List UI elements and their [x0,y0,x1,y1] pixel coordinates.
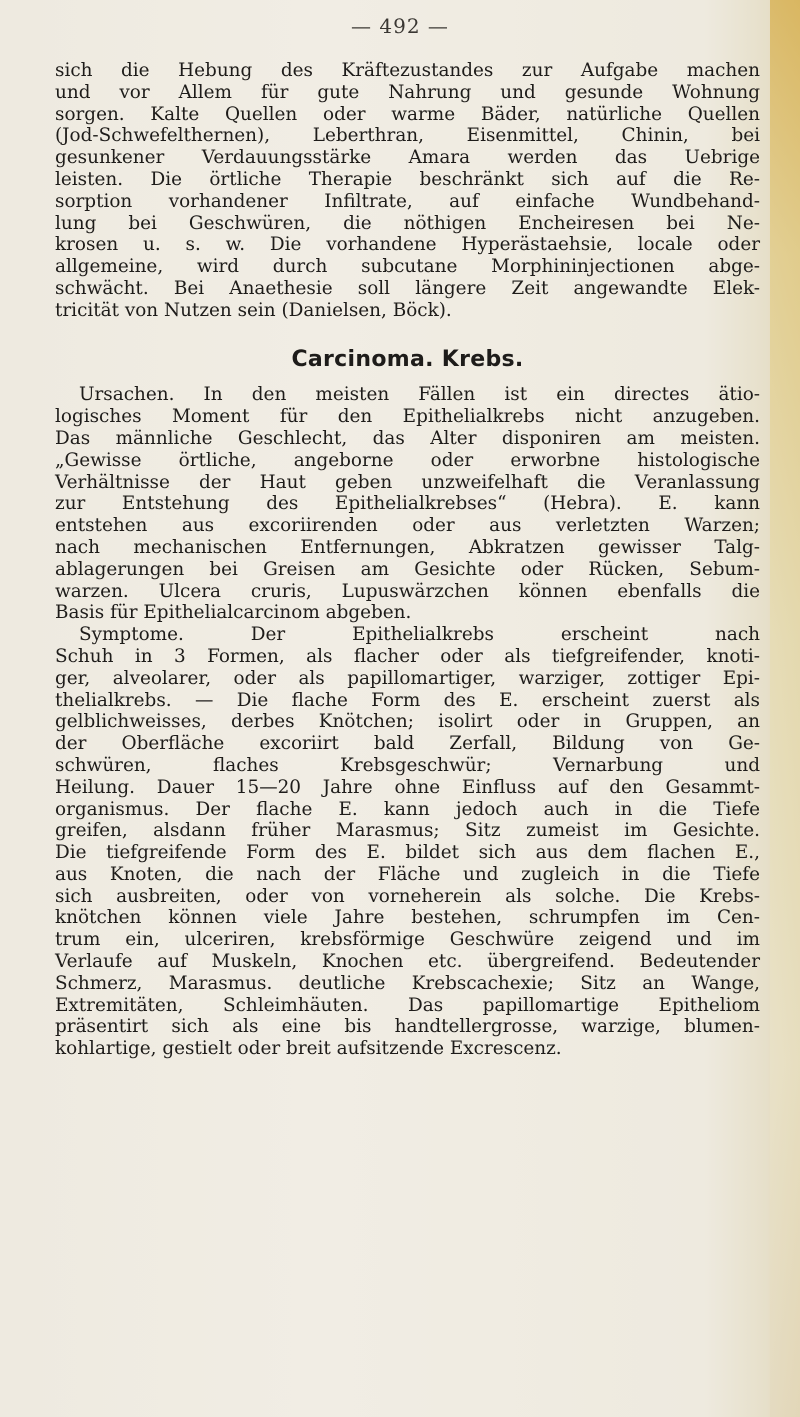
text-line: Ursachen. In den meisten Fällen ist ein directes ätio- [79,384,760,406]
text-line: Heilung. Dauer 15—20 Jahre ohne Einfluss auf den Gesammt- [55,776,760,798]
text-line: (Jod-Schwefelthernen), Leberthran, Eisenmittel, Chinin, bei [55,125,760,147]
text-line: greifen, alsdann früher Marasmus; Sitz zumeist im Gesichte. [55,820,760,842]
text-line: Extremitäten, Schleimhäuten. Das papillomartige Epitheliom [55,994,760,1016]
paragraph-causes [55,384,760,624]
text-line: Symptome. Der Epithelialkrebs erscheint nach [79,624,760,646]
text-line: lung bei Geschwüren, die nöthigen Encheiresen bei Ne- [55,212,760,234]
text-line: aus Knoten, die nach der Fläche und zugleich in die Tiefe [55,863,760,885]
text-line: warzen. Ulcera cruris, Lupuswärzchen können ebenfalls die [55,580,760,602]
section-heading: Carcinoma. Krebs. [291,346,524,372]
text-line: schwächt. Bei Anaethesie soll längere Zeit angewandte Elek- [55,277,760,299]
text-line: sorgen. Kalte Quellen oder warme Bäder, natürliche Quellen [55,103,760,125]
text-line: logisches Moment für den Epithelialkrebs nicht anzugeben. [55,406,760,428]
page-number: — 492 — [351,14,449,38]
text-line: präsentirt sich als eine bis handtellergrosse, warzige, blumen- [55,1016,760,1038]
text-line: sich die Hebung des Kräftezustandes zur Aufgabe machen [55,60,760,81]
text-line: Verlaufe auf Muskeln, Knochen etc. übergreifend. Bedeutender [55,951,760,973]
text-line: ger, alveolarer, oder als papillomartiger, warziger, zottiger Epi- [55,667,760,689]
text-line: und vor Allem für gute Nahrung und gesunde Wohnung [55,81,760,103]
text-line: nach mechanischen Entfernungen, Abkratzen gewisser Talg- [55,536,760,558]
text-line: Basis für Epithelialcarcinom abgeben. [55,602,412,624]
text-line: Schuh in 3 Formen, als flacher oder als tiefgreifender, knoti- [55,645,760,667]
text-line: zur Entstehung des Epithelialkrebses“ (Hebra). E. kann [55,493,760,515]
text-line: tricität von Nutzen sein (Danielsen, Böck). [55,299,452,321]
paragraph-symptoms [55,624,760,1060]
text-line: allgemeine, wird durch subcutane Morphininjectionen abge- [55,256,760,278]
text-line: thelialkrebs. — Die flache Form des E. erscheint zuerst als [55,689,760,711]
text-line: entstehen aus excoriirenden oder aus verletzten Warzen; [55,515,760,537]
text-line: Die tiefgreifende Form des E. bildet sich aus dem flachen E., [55,842,760,864]
text-line: sorption vorhandener Infiltrate, auf einfache Wundbehand- [55,190,760,212]
text-line: der Oberfläche excoriirt bald Zerfall, Bildung von Ge- [55,733,760,755]
page-body [55,60,760,1060]
text-line: leisten. Die örtliche Therapie beschränkt sich auf die Re- [55,168,760,190]
text-line: „Gewisse örtliche, angeborne oder erworbne histologische [55,449,760,471]
text-line: Verhältnisse der Haut geben unzweifelhaft die Veranlassung [55,471,760,493]
text-line: Das männliche Geschlecht, das Alter disponiren am meisten. [55,427,760,449]
text-line: Schmerz, Marasmus. deutliche Krebscachexie; Sitz an Wange, [55,972,760,994]
text-line: gesunkener Verdauungsstärke Amara werden das Uebrige [55,147,760,169]
text-line: gelblichweisses, derbes Knötchen; isolirt oder in Gruppen, an [55,711,760,733]
text-line: organismus. Der flache E. kann jedoch auch in die Tiefe [55,798,760,820]
text-line: sich ausbreiten, oder von vorneherein als solche. Die Krebs- [55,885,760,907]
paragraph-therapy [55,60,760,322]
text-line: schwüren, flaches Krebsgeschwür; Vernarbung und [55,754,760,776]
text-line: ablagerungen bei Greisen am Gesichte oder Rücken, Sebum- [55,558,760,580]
text-line: trum ein, ulceriren, krebsförmige Geschwüre zeigend und im [55,929,760,951]
text-line: krosen u. s. w. Die vorhandene Hyperästaehsie, locale oder [55,234,760,256]
text-line: kohlartige, gestielt oder breit aufsitzende Excrescenz. [55,1038,562,1060]
text-line: knötchen können viele Jahre bestehen, schrumpfen im Cen- [55,907,760,929]
page-edge-stain [770,0,800,1417]
